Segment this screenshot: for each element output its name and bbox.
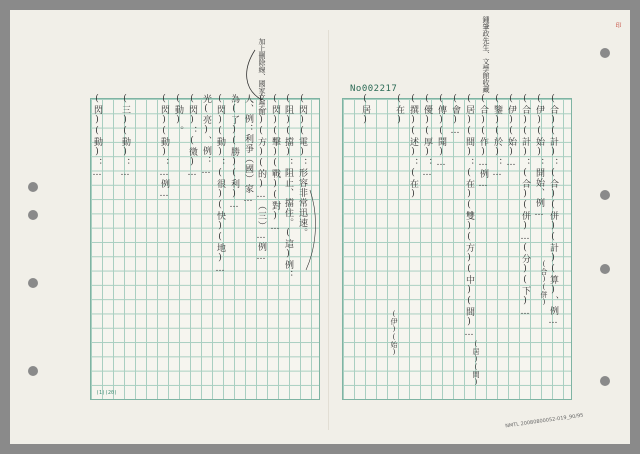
- side-note-2: (伊)(始): [390, 310, 398, 356]
- annotation-top-right: 鍾肇政先生、文學館收藏: [482, 16, 490, 93]
- left-column-6: 為(了)(勝)(利)…: [229, 94, 239, 211]
- annotation-top-left: 加上刪除線、國家文學館: [258, 38, 266, 115]
- right-column-4: (伊)(始)…: [506, 94, 516, 169]
- footer-code: (1)(20): [96, 390, 118, 396]
- left-column-11: (閃)(動)：…例…: [159, 94, 169, 200]
- right-column-13: (居): [360, 94, 370, 126]
- side-note-1: (合)(併): [540, 260, 548, 306]
- catalog-id: NMTL 20080800052-019_90/95: [504, 412, 584, 430]
- left-column-10: (動)。: [173, 94, 183, 136]
- right-column-12: (在): [394, 94, 404, 126]
- right-column-1: (合)(計)：(合)(併)(計)(算)、例…: [548, 94, 558, 327]
- left-column-4: (一)(方)(的)…（三）…例…: [256, 94, 266, 263]
- right-column-8: (會)…: [450, 94, 460, 137]
- left-column-5: 人、例：利爭（國）家…: [243, 94, 253, 205]
- left-column-8: 光(亮)、例：…: [201, 94, 211, 177]
- left-column-3: (閃)(擊)(戰)(對)…: [270, 94, 280, 233]
- side-note-3: (居)(間): [472, 340, 480, 386]
- left-column-9: (閃)：(微)…: [187, 94, 197, 179]
- left-column-7: (閃)(動)：(很)(快)(地)…: [215, 94, 225, 275]
- right-column-7: (居)(間)：(在)(雙)(方)(中)(間)…: [464, 94, 474, 339]
- left-column-12: (三)(動)：…: [120, 94, 130, 179]
- right-column-5: (鑒)(於)：…: [492, 94, 502, 179]
- right-column-3: (合)(計)：(合)(併)…(分)(下)…: [520, 94, 530, 318]
- right-column-10: (優)(厚)：…: [422, 94, 432, 179]
- left-column-2: (阻)(擋)：阻止、擋住。(這)例：: [283, 94, 293, 280]
- right-column-6: (合)(作)…例…: [478, 94, 488, 190]
- left-column-13: (閃)(動)：…: [92, 94, 102, 179]
- left-column-1: (閃)(電)：形容非常迅速。: [297, 94, 307, 238]
- right-column-9: (傳)(聞)…: [436, 94, 446, 169]
- document-number: No002217: [350, 84, 398, 94]
- right-column-11: (撰)(述)：(在): [408, 94, 418, 200]
- right-column-2: (伊)(始)：開始、例…: [534, 94, 544, 219]
- red-stamp: 印: [614, 22, 621, 28]
